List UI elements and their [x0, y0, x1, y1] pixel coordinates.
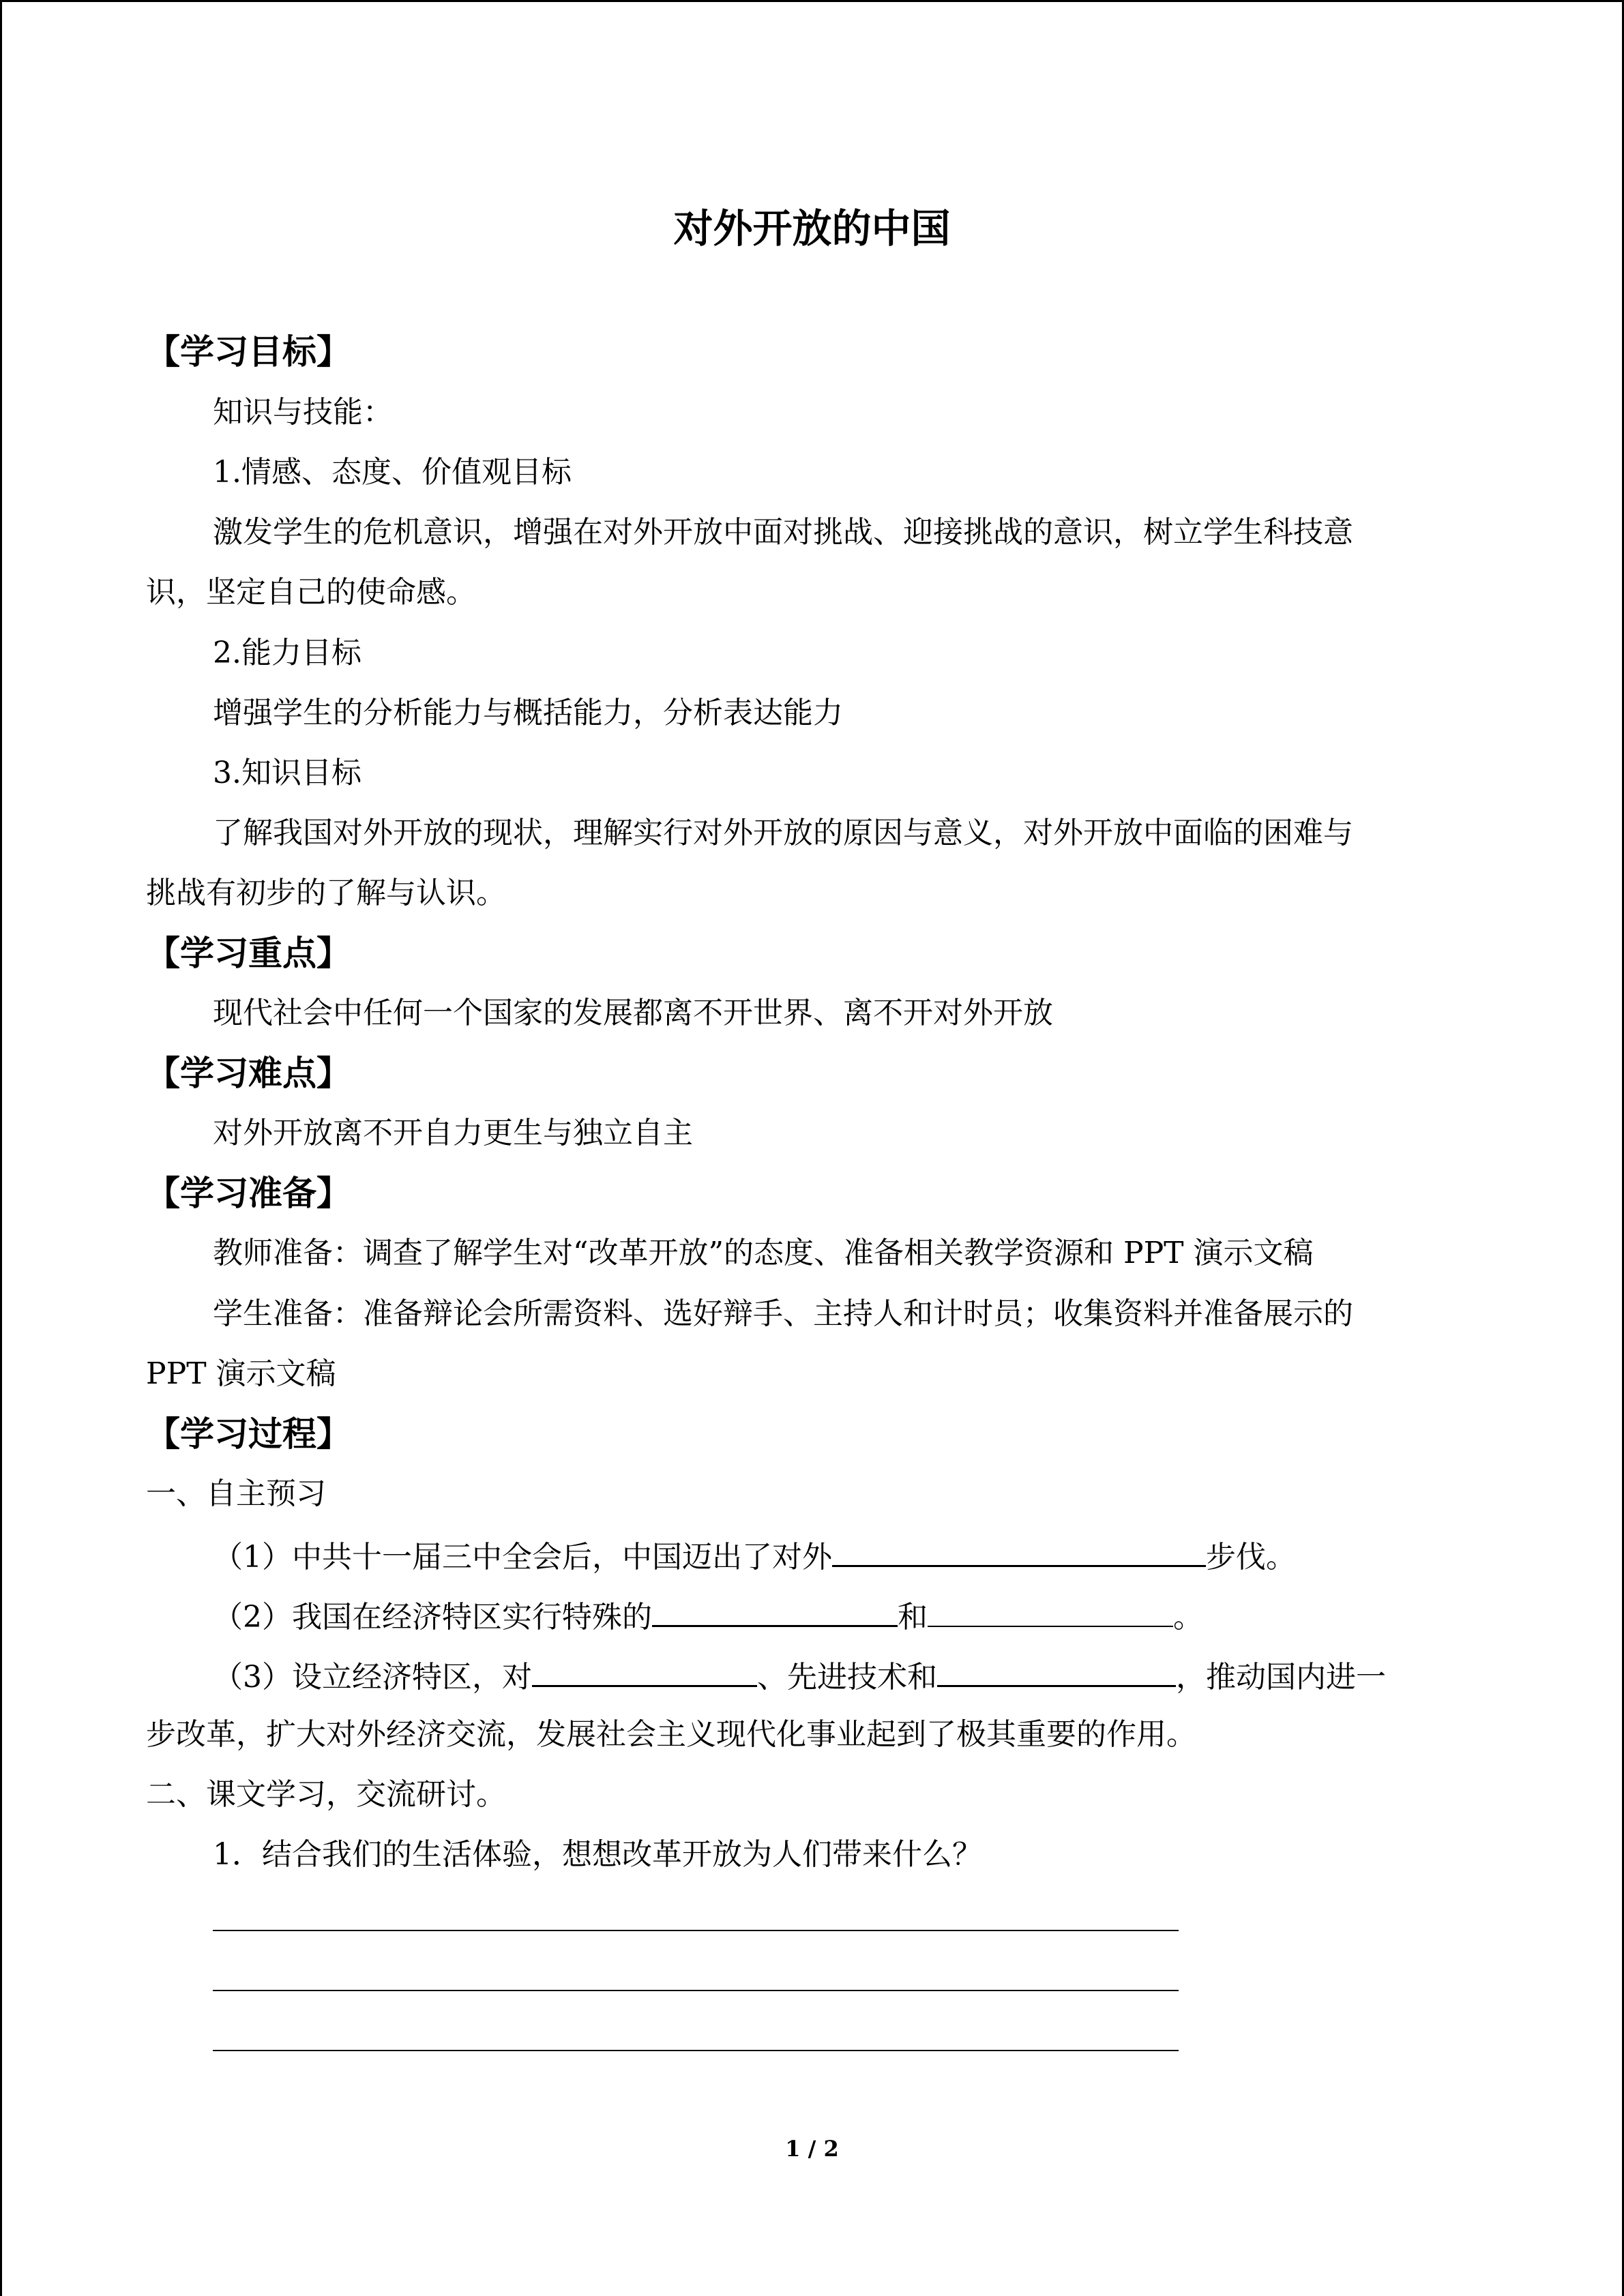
q3-fill-blank-1[interactable] [532, 1654, 757, 1687]
q2-fill-blank-2[interactable] [928, 1594, 1173, 1627]
objective-3-text-line1: 了解我国对外开放的现状，理解实行对外开放的原因与意义，对外开放中面临的困难与 [213, 816, 1353, 850]
key-points-text: 现代社会中任何一个国家的发展都离不开世界、离不开对外开放 [213, 996, 1053, 1030]
preview-question-1 [213, 1534, 1296, 1578]
answer-line-3[interactable] [213, 2050, 1179, 2051]
student-preparation-line2: PPT 演示文稿 [146, 1356, 336, 1391]
preparation-heading: 【学习准备】 [146, 1174, 351, 1213]
q1-fill-blank[interactable] [832, 1534, 1206, 1567]
preview-question-3-line2: 步改革，扩大对外经济交流，发展社会主义现代化事业起到了极其重要的作用。 [146, 1717, 1196, 1752]
answer-line-1[interactable] [213, 1930, 1179, 1931]
study-question-1: 1．结合我们的生活体验，想想改革开放为人们带来什么？ [213, 1837, 982, 1872]
preview-question-3 [213, 1654, 1386, 1698]
document-title: 对外开放的中国 [673, 205, 951, 252]
q3-text-after: ，推动国内进一 [1176, 1660, 1386, 1695]
difficulties-heading: 【学习难点】 [146, 1054, 351, 1093]
key-points-heading: 【学习重点】 [146, 934, 351, 973]
q1-text-after: 步伐。 [1206, 1540, 1296, 1575]
preview-question-2 [213, 1594, 1203, 1638]
q2-text-middle: 和 [898, 1600, 928, 1635]
difficulties-text: 对外开放离不开自力更生与独立自主 [213, 1116, 693, 1150]
objective-2-text: 增强学生的分析能力与概括能力，分析表达能力 [213, 696, 843, 730]
q3-text-before: （3）设立经济特区，对 [213, 1660, 532, 1695]
objective-2-title: 2.能力目标 [213, 636, 361, 670]
objective-3-text-line2: 挑战有初步的了解与认识。 [146, 876, 506, 910]
q2-text-after: 。 [1173, 1600, 1203, 1635]
q2-text-before: （2）我国在经济特区实行特殊的 [213, 1600, 652, 1635]
q2-fill-blank-1[interactable] [652, 1594, 898, 1627]
objective-1-text-line2: 识，坚定自己的使命感。 [146, 575, 476, 610]
objective-1-text-line1: 激发学生的危机意识，增强在对外开放中面对挑战、迎接挑战的意识，树立学生科技意 [213, 515, 1353, 550]
process-heading: 【学习过程】 [146, 1414, 351, 1454]
q3-fill-blank-2[interactable] [937, 1654, 1176, 1687]
q1-text-before: （1）中共十一届三中全会后，中国迈出了对外 [213, 1540, 832, 1575]
page-border-top [0, 0, 1624, 2]
objective-1-title: 1.情感、态度、价值观目标 [213, 455, 572, 490]
objectives-intro: 知识与技能： [213, 395, 393, 430]
part2-title: 二、课文学习，交流研讨。 [146, 1777, 506, 1812]
page-border-left [0, 0, 2, 2296]
student-preparation-line1: 学生准备：准备辩论会所需资料、选好辩手、主持人和计时员；收集资料并准备展示的 [213, 1296, 1353, 1331]
page-number: 1 / 2 [785, 2136, 839, 2162]
teacher-preparation: 教师准备：调查了解学生对“改革开放”的态度、准备相关教学资源和 PPT 演示文稿 [213, 1236, 1314, 1270]
objectives-heading: 【学习目标】 [146, 332, 351, 372]
answer-line-2[interactable] [213, 1990, 1179, 1991]
part1-title: 一、自主预习 [146, 1476, 326, 1511]
q3-text-middle: 、先进技术和 [757, 1660, 937, 1695]
objective-3-title: 3.知识目标 [213, 756, 361, 790]
